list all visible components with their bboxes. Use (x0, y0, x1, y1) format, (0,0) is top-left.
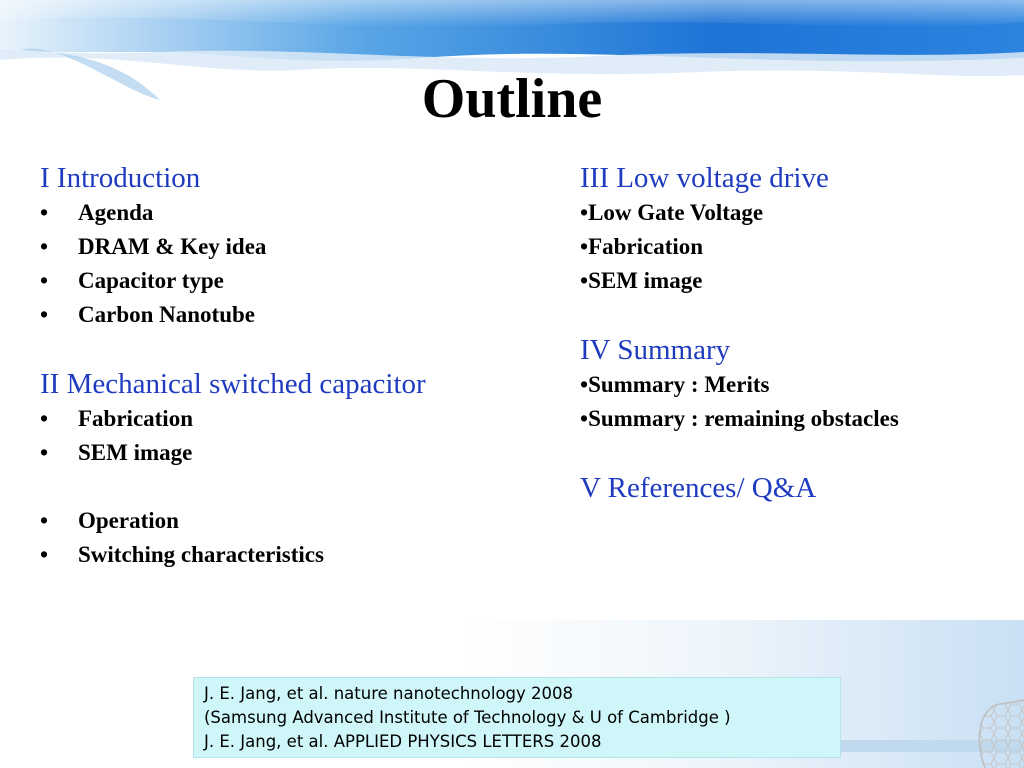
reference-line: (Samsung Advanced Institute of Technology & U of Cambridge ) (204, 708, 731, 727)
bullet-icon: • (40, 440, 49, 465)
bullet-icon: • (580, 234, 589, 259)
reference-line: J. E. Jang, et al. APPLIED PHYSICS LETTERS 2008 (204, 732, 602, 751)
list-item: • Capacitor type (40, 264, 560, 298)
reference-line: J. E. Jang, et al. nature nanotechnology 2008 (204, 684, 574, 703)
list-item: •Summary : Merits (580, 372, 770, 397)
section-heading-mechanical-switched-capacitor: II Mechanical switched capacitor (40, 368, 426, 400)
list-item: • Switching characteristics (40, 538, 560, 572)
outline-right-column (580, 160, 1020, 506)
bullet-icon: • (580, 200, 589, 225)
bullet-icon: • (580, 406, 589, 431)
list-item: •Summary : remaining obstacles (580, 406, 899, 431)
list-item: • SEM image (40, 436, 560, 470)
mechanical-list-continued (40, 504, 560, 572)
list-item: • Carbon Nanotube (40, 298, 560, 332)
bullet-icon: • (40, 542, 49, 567)
section-heading-introduction: I Introduction (40, 162, 201, 194)
summary-list (580, 368, 1020, 436)
bullet-icon: • (40, 508, 49, 533)
bullet-icon: • (580, 268, 589, 293)
list-item: •Low Gate Voltage (580, 200, 764, 225)
list-item: • DRAM & Key idea (40, 230, 560, 264)
section-heading-references-qa: V References/ Q&A (580, 472, 817, 504)
slide-title: Outline (421, 68, 603, 130)
bullet-icon: • (40, 200, 49, 225)
section-heading-low-voltage-drive: III Low voltage drive (580, 162, 829, 194)
list-item: •Fabrication (580, 234, 704, 259)
low-voltage-list (580, 196, 1020, 298)
bullet-icon: • (40, 406, 49, 431)
bullet-icon: • (40, 302, 49, 327)
bullet-icon: • (40, 268, 49, 293)
list-item: • Fabrication (40, 402, 560, 436)
bullet-icon: • (40, 234, 49, 259)
list-item: • Agenda (40, 196, 560, 230)
outline-left-column (40, 160, 560, 572)
bullet-icon: • (580, 372, 589, 397)
list-item: • Operation (40, 504, 560, 538)
mechanical-list (40, 402, 560, 470)
introduction-list (40, 196, 560, 332)
list-item: •SEM image (580, 268, 703, 293)
section-heading-summary: IV Summary (580, 334, 731, 366)
references-box (193, 677, 841, 758)
